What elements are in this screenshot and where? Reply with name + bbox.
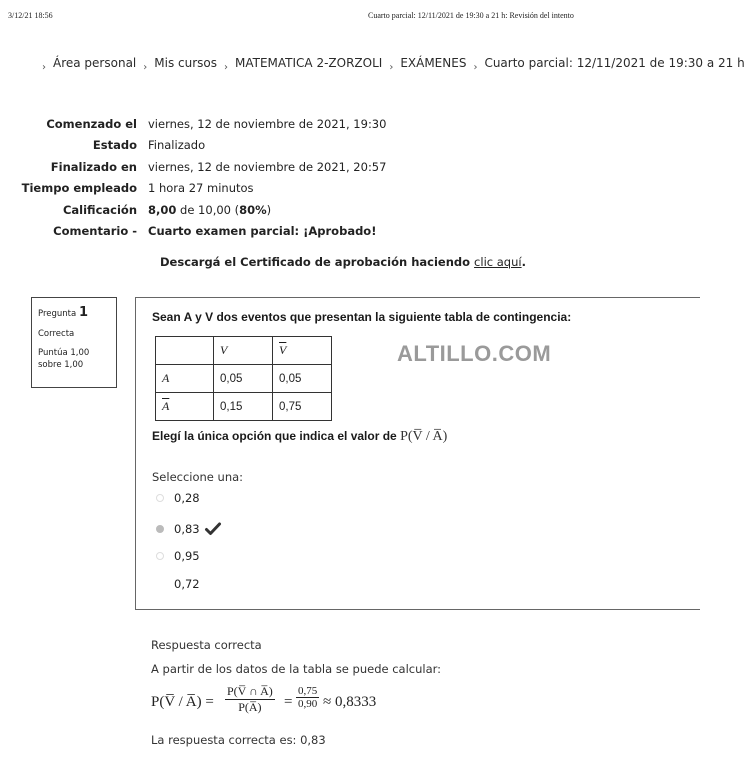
formula-numerator: P(V̅ ∩ A̅) <box>227 684 273 698</box>
question-number <box>38 304 110 322</box>
question-mark-line2: sobre 1,00 <box>38 359 84 370</box>
radio-button-checked[interactable] <box>156 525 164 533</box>
answer-option[interactable] <box>156 547 200 565</box>
answer-option[interactable] <box>156 575 200 593</box>
breadcrumb-area-personal[interactable]: Área personal <box>53 56 137 70</box>
answer-option-label: 0,83 <box>174 522 200 536</box>
comment-text: Cuarto examen parcial: ¡Aprobado! <box>148 224 377 239</box>
summary-label: Calificación <box>62 202 137 217</box>
select-one-label: Seleccione una: <box>152 470 244 484</box>
breadcrumb <box>35 53 745 73</box>
formula-equals: = <box>284 694 293 710</box>
question-text: Sean A y V dos eventos que presentan la siguiente tabla de contingencia: <box>152 310 572 324</box>
formula-approx: ≈ 0,8333 <box>323 694 377 710</box>
grade-percent: 80% <box>239 202 267 217</box>
breadcrumb-quiz[interactable]: Cuarto parcial: 12/11/2021 de 19:30 a 21 h <box>484 56 745 70</box>
summary-value: viernes, 12 de noviembre de 2021, 19:30 <box>148 116 387 131</box>
breadcrumb-course[interactable]: MATEMATICA 2-ZORZOLI <box>235 56 383 70</box>
question-info <box>31 297 117 388</box>
summary-row-comment <box>8 221 528 243</box>
breadcrumb-separator: › <box>473 61 478 73</box>
question-mark <box>38 348 110 372</box>
breadcrumb-separator: › <box>42 61 46 73</box>
solution-formula <box>151 682 451 726</box>
contingency-table <box>155 336 332 421</box>
summary-label: Finalizado en <box>50 159 137 174</box>
grade-score: 8,00 <box>148 202 177 217</box>
grade-of: de 10,00 ( <box>176 202 240 217</box>
table-header-v: V <box>214 337 273 365</box>
formula-fraction-2 <box>296 685 319 710</box>
table-header-not-v: $\overline{V}$ <box>273 337 332 365</box>
answer-option-label: 0,95 <box>174 549 200 563</box>
question-state: Correcta <box>38 329 75 340</box>
question-prompt-math: P(V̅ / A̅) <box>400 429 448 444</box>
summary-value: 1 hora 27 minutos <box>148 181 254 196</box>
summary-value: viernes, 12 de noviembre de 2021, 20:57 <box>148 159 387 174</box>
question-prompt <box>152 429 447 445</box>
answer-option-selected[interactable] <box>156 520 221 538</box>
grade-close: ) <box>266 202 272 217</box>
table-cell: 0,05 <box>273 365 332 393</box>
summary-label: Comenzado el <box>46 116 137 131</box>
watermark: ALTILLO.COM <box>397 341 552 366</box>
breadcrumb-examenes[interactable]: EXÁMENES <box>400 56 467 70</box>
table-row <box>156 393 332 421</box>
feedback-status: Respuesta correcta <box>151 638 262 652</box>
breadcrumb-separator: › <box>143 61 148 73</box>
certificate-text: Descargá el Certificado de aprobación haciendo <box>160 255 475 269</box>
table-cell: 0,15 <box>214 393 273 421</box>
table-row <box>156 337 332 365</box>
table-cell <box>156 337 214 365</box>
formula-denominator: 0,90 <box>298 698 318 710</box>
table-row <box>156 365 332 393</box>
summary-row-grade <box>8 199 528 221</box>
question-number-value: 1 <box>78 305 88 320</box>
question-prompt-text: Elegí la única opción que indica el valor de <box>152 429 397 443</box>
print-date: 3/12/21 18:56 <box>8 11 53 20</box>
comment-value <box>148 224 376 238</box>
radio-button[interactable] <box>156 552 164 560</box>
checkmark-icon <box>205 522 221 536</box>
feedback-explanation: A partir de los datos de la tabla se puede calcular: <box>151 662 442 676</box>
radio-button[interactable] <box>156 580 164 588</box>
table-row-label-a: A <box>156 365 214 393</box>
summary-row-finished <box>8 156 528 178</box>
answer-option[interactable] <box>156 489 200 507</box>
certificate-note <box>160 255 526 269</box>
formula-numerator: 0,75 <box>298 685 318 697</box>
summary-value: Finalizado <box>148 138 206 153</box>
grade-value <box>148 203 271 217</box>
attempt-summary <box>8 113 528 242</box>
table-cell: 0,75 <box>273 393 332 421</box>
summary-label: Estado <box>92 138 137 153</box>
formula-denominator: P(A̅) <box>238 700 262 714</box>
certificate-end: . <box>521 255 526 269</box>
answer-option-label: 0,72 <box>174 577 200 591</box>
correct-answer: La respuesta correcta es: 0,83 <box>151 733 326 747</box>
summary-row-started <box>8 113 528 135</box>
summary-label: Comentario - <box>53 224 137 239</box>
formula-fraction-1 <box>225 684 275 715</box>
breadcrumb-separator: › <box>224 61 228 73</box>
table-cell: 0,05 <box>214 365 273 393</box>
radio-button[interactable] <box>156 494 164 502</box>
breadcrumb-mis-cursos[interactable]: Mis cursos <box>154 56 217 70</box>
question-label: Pregunta <box>38 309 77 319</box>
print-title: Cuarto parcial: 12/11/2021 de 19:30 a 21 h: Revisión del intento <box>368 11 574 20</box>
breadcrumb-separator: › <box>389 61 394 73</box>
summary-label: Tiempo empleado <box>21 181 137 196</box>
question-content <box>135 297 700 610</box>
formula-lhs: P(V̅ / A̅) = <box>151 694 214 710</box>
print-header <box>8 11 692 23</box>
certificate-link[interactable]: clic aquí <box>474 255 522 269</box>
summary-row-time <box>8 178 528 200</box>
question-mark-line1: Puntúa 1,00 <box>38 348 90 359</box>
table-row-label-not-a: $\overline{A}$ <box>156 393 214 421</box>
summary-row-state <box>8 135 528 157</box>
feedback <box>151 633 441 681</box>
answer-option-label: 0,28 <box>174 491 200 505</box>
